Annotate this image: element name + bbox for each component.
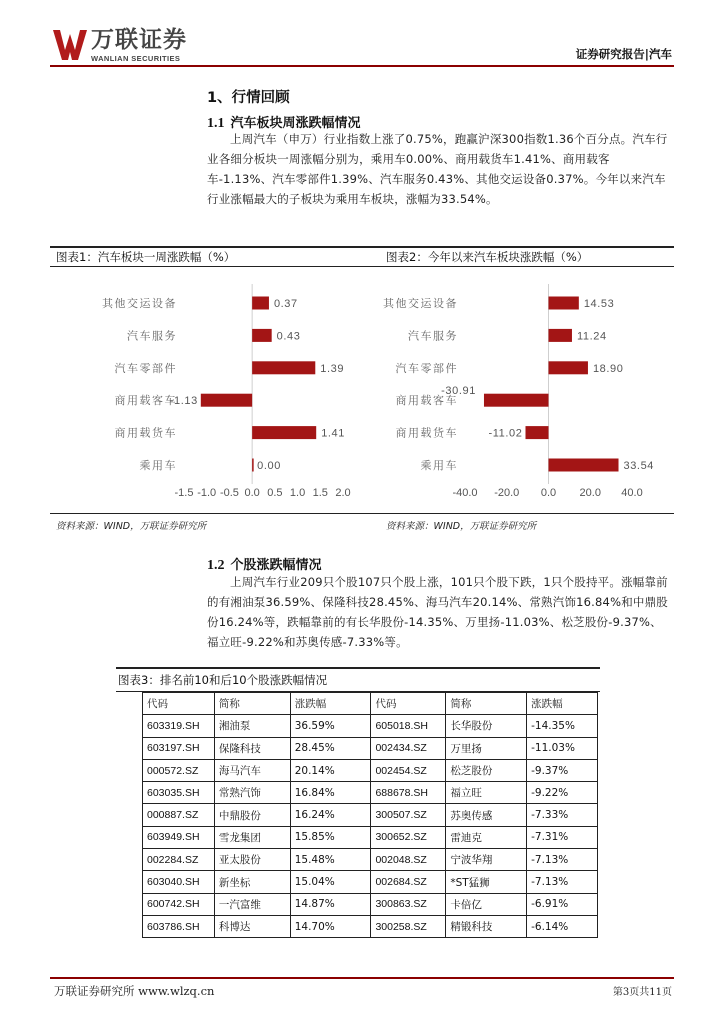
cell-change-bottom: -7.13% [527, 849, 598, 871]
chart-2-tick-label: -40.0 [452, 487, 478, 499]
cell-change-bottom: -6.14% [527, 915, 598, 937]
cell-change-top: 15.48% [290, 849, 371, 871]
header-name-2: 简称 [446, 693, 527, 715]
cell-code-top: 603197.SH [143, 737, 215, 759]
cell-name-bottom: 松芝股份 [446, 759, 527, 781]
cell-code-bottom: 002434.SZ [371, 737, 446, 759]
chart-2-category-label: 商用载货车 [395, 426, 458, 440]
footer-divider [50, 977, 674, 979]
cell-change-bottom: -11.03% [527, 737, 598, 759]
cell-change-top: 16.84% [290, 782, 371, 804]
table-header-row [143, 693, 598, 715]
table-body [143, 715, 598, 938]
chart-2-tick-label: 20.0 [579, 487, 601, 499]
chart-2-bar [484, 394, 549, 407]
chart-1-value-label: 1.41 [321, 427, 346, 440]
cell-name-bottom: *ST猛狮 [446, 871, 527, 893]
chart-1-category-label: 乘用车 [139, 459, 177, 472]
chart-1-bar [252, 297, 269, 310]
chart-2-bar [549, 329, 572, 342]
cell-change-bottom: -14.35% [527, 715, 598, 737]
cell-change-bottom: -7.13% [527, 871, 598, 893]
chart-2-category-label: 乘用车 [420, 459, 458, 472]
figure-bottom-rule [50, 513, 674, 514]
table-row [143, 849, 598, 871]
cell-code-top: 603786.SH [143, 915, 215, 937]
cell-code-top: 603319.SH [143, 715, 215, 737]
cell-change-bottom: -7.31% [527, 826, 598, 848]
figure-1-title: 图表1：汽车板块一周涨跌幅（%） [56, 250, 236, 264]
cell-name-bottom: 卡倍亿 [446, 893, 527, 915]
logo-chinese-name: 万联证券 [91, 27, 187, 53]
chart-1-tick-label: 2.0 [335, 487, 351, 499]
cell-name-top: 常熟汽饰 [214, 782, 290, 804]
chart-2-value-label: 33.54 [623, 460, 655, 472]
chart-2-tick-label: 0.0 [540, 487, 557, 499]
page-number: 第3页共11页 [612, 987, 672, 998]
chart-2-value-label: 18.90 [592, 362, 624, 375]
subsection-title: 个股涨跌幅情况 [230, 558, 322, 573]
chart-2-value-label: -30.91 [441, 385, 476, 398]
report-type: 证券研究报告|汽车 [575, 47, 672, 61]
chart-1-category-label: 汽车零部件 [114, 361, 177, 375]
table-row [143, 782, 598, 804]
cell-change-bottom: -9.22% [527, 782, 598, 804]
cell-code-top: 600742.SH [143, 893, 215, 915]
chart-1-value-label: -1.13 [169, 395, 198, 408]
chart-2-tick-label: -20.0 [494, 487, 520, 499]
chart-1-value-label: 0.00 [257, 460, 281, 472]
chart-1-tick-label: 1.5 [312, 487, 328, 499]
table-row [143, 715, 598, 737]
chart-2-tick-label: 40.0 [621, 487, 643, 499]
cell-name-top: 新坐标 [214, 871, 290, 893]
cell-change-top: 28.45% [290, 737, 371, 759]
chart-2-category-label: 汽车零部件 [395, 361, 458, 375]
cell-name-bottom: 宁波华翔 [446, 849, 527, 871]
chart-1-value-label: 0.43 [276, 330, 301, 343]
chart-2-value-label: -11.02 [488, 427, 523, 440]
header-code-2: 代码 [371, 693, 446, 715]
chart-2-bar [549, 297, 579, 310]
chart-1-category-label: 商用载客车 [114, 394, 177, 408]
cell-name-top: 亚太股份 [214, 849, 290, 871]
cell-change-top: 15.85% [290, 826, 371, 848]
cell-code-bottom: 688678.SH [371, 782, 446, 804]
chart-1-category-label: 商用载货车 [114, 426, 177, 440]
cell-name-top: 一汽富维 [214, 893, 290, 915]
cell-code-top: 000572.SZ [143, 759, 215, 781]
stock-ranking-table [142, 692, 598, 938]
cell-code-top: 603949.SH [143, 826, 215, 848]
paragraph-stock-review: 上周汽车行业209只个股107只个股上涨，101只个股下跌，1只个股持平。涨幅靠前的有湘油泵36.59%、保隆科技28.45%、海马汽车20.14%、常熟汽饰16.84%和中鼎股份16.24%等，跌幅靠前的有长华股份-14.35%、万里扬-11.03%、松芝股份-9.37%、福立旺-9.22%和苏奥传感-7.33%等。 [207, 575, 668, 649]
logo-english-name: WANLIAN SECURITIES [91, 54, 181, 63]
chart-1-bar [252, 329, 272, 342]
chart-1-value-label: 0.37 [273, 298, 298, 310]
chart-2-category-label: 汽车服务 [408, 329, 458, 343]
cell-code-top: 603035.SH [143, 782, 215, 804]
cell-change-bottom: -7.33% [527, 804, 598, 826]
cell-name-bottom: 万里扬 [446, 737, 527, 759]
cell-name-top: 中鼎股份 [214, 804, 290, 826]
chart-1-category-label: 汽车服务 [127, 329, 177, 343]
cell-code-bottom: 002454.SZ [371, 759, 446, 781]
subsection-1-2 [207, 554, 322, 574]
cell-name-bottom: 福立旺 [446, 782, 527, 804]
header-divider [50, 65, 674, 67]
chart-1-tick-label: -1.0 [197, 487, 217, 499]
cell-code-bottom: 300652.SZ [371, 826, 446, 848]
chart-1-tick-label: 0.5 [267, 487, 283, 499]
chart-1-value-label: 1.39 [320, 362, 345, 375]
chart-1-bar [252, 426, 316, 439]
table-row [143, 871, 598, 893]
figure-2-source: 资料来源：WIND，万联证券研究所 [386, 521, 537, 532]
cell-change-top: 36.59% [290, 715, 371, 737]
chart-1-tick-label: 1.0 [289, 487, 306, 499]
cell-code-bottom: 002048.SZ [371, 849, 446, 871]
table-row [143, 826, 598, 848]
cell-change-top: 14.87% [290, 893, 371, 915]
table-row [143, 759, 598, 781]
chart-2-category-label: 其他交运设备 [383, 297, 458, 310]
cell-change-top: 14.70% [290, 915, 371, 937]
cell-name-top: 湘油泵 [214, 715, 290, 737]
cell-code-bottom: 300863.SZ [371, 893, 446, 915]
chart-2-bar [549, 459, 619, 472]
cell-change-top: 15.04% [290, 871, 371, 893]
cell-name-top: 科博达 [214, 915, 290, 937]
cell-code-bottom: 300507.SZ [371, 804, 446, 826]
wanlian-logo-icon [52, 28, 88, 62]
section-title: 1、行情回顾 [207, 90, 290, 106]
chart-1-bar [201, 394, 252, 407]
cell-change-bottom: -9.37% [527, 759, 598, 781]
chart-1-bar [252, 459, 254, 472]
figure-title-rule [50, 266, 674, 267]
bar-charts [50, 278, 674, 508]
header-change-1: 涨跌幅 [290, 693, 371, 715]
table-title: 图表3：排名前10和后10个股涨跌幅情况 [116, 667, 600, 692]
chart-2-value-label: 14.53 [583, 298, 615, 310]
header-name-1: 简称 [214, 693, 290, 715]
cell-name-bottom: 苏奥传感 [446, 804, 527, 826]
cell-code-bottom: 002684.SZ [371, 871, 446, 893]
header-change-2: 涨跌幅 [527, 693, 598, 715]
header-code-1: 代码 [143, 693, 215, 715]
cell-change-top: 20.14% [290, 759, 371, 781]
chart-1-tick-label: -0.5 [219, 487, 239, 499]
chart-1-tick-label: -1.5 [174, 487, 194, 499]
paragraph-sector-review: 上周汽车（申万）行业指数上涨了0.75%，跑赢沪深300指数1.36个百分点。汽车行业各细分板块一周涨幅分别为，乘用车0.00%、商用载货车1.41%、商用载客车-1.13%、汽车零部件1.39%、汽车服务0.43%、其他交运设备0.37%。今年以来汽车行业涨幅最大的子板块为乘用车板块，涨幅为33.54%。 [207, 132, 668, 206]
cell-name-bottom: 精锻科技 [446, 915, 527, 937]
cell-code-top: 000887.SZ [143, 804, 215, 826]
cell-code-bottom: 300258.SZ [371, 915, 446, 937]
table-row [143, 915, 598, 937]
figure-2-title: 图表2：今年以来汽车板块涨跌幅（%） [386, 250, 589, 264]
cell-name-top: 保隆科技 [214, 737, 290, 759]
figure-top-rule [50, 246, 674, 248]
subsection-number: 1.2 [207, 558, 225, 573]
subsection-number: 1.1 [207, 116, 225, 131]
cell-code-bottom: 605018.SH [371, 715, 446, 737]
cell-change-top: 16.24% [290, 804, 371, 826]
chart-2-bar [525, 426, 548, 439]
cell-change-bottom: -6.91% [527, 893, 598, 915]
chart-2-bar [549, 361, 588, 374]
cell-name-bottom: 长华股份 [446, 715, 527, 737]
cell-code-top: 002284.SZ [143, 849, 215, 871]
cell-code-top: 603040.SH [143, 871, 215, 893]
figure-1-source: 资料来源：WIND，万联证券研究所 [56, 521, 207, 532]
chart-1-bar [252, 361, 315, 374]
chart-2-category-label: 商用载客车 [395, 394, 458, 408]
company-logo [52, 28, 187, 63]
subsection-title: 汽车板块周涨跌幅情况 [230, 116, 361, 131]
chart-1-tick-label: 0.0 [244, 487, 260, 499]
cell-name-top: 雪龙集团 [214, 826, 290, 848]
table-row [143, 893, 598, 915]
stock-ranking-table-block [116, 667, 600, 938]
cell-name-bottom: 雷迪克 [446, 826, 527, 848]
table-row [143, 804, 598, 826]
chart-1-category-label: 其他交运设备 [102, 297, 177, 310]
chart-2-value-label: 11.24 [576, 330, 607, 343]
footer-source: 万联证券研究所 www.wlzq.cn [54, 984, 215, 998]
cell-name-top: 海马汽车 [214, 759, 290, 781]
table-row [143, 737, 598, 759]
